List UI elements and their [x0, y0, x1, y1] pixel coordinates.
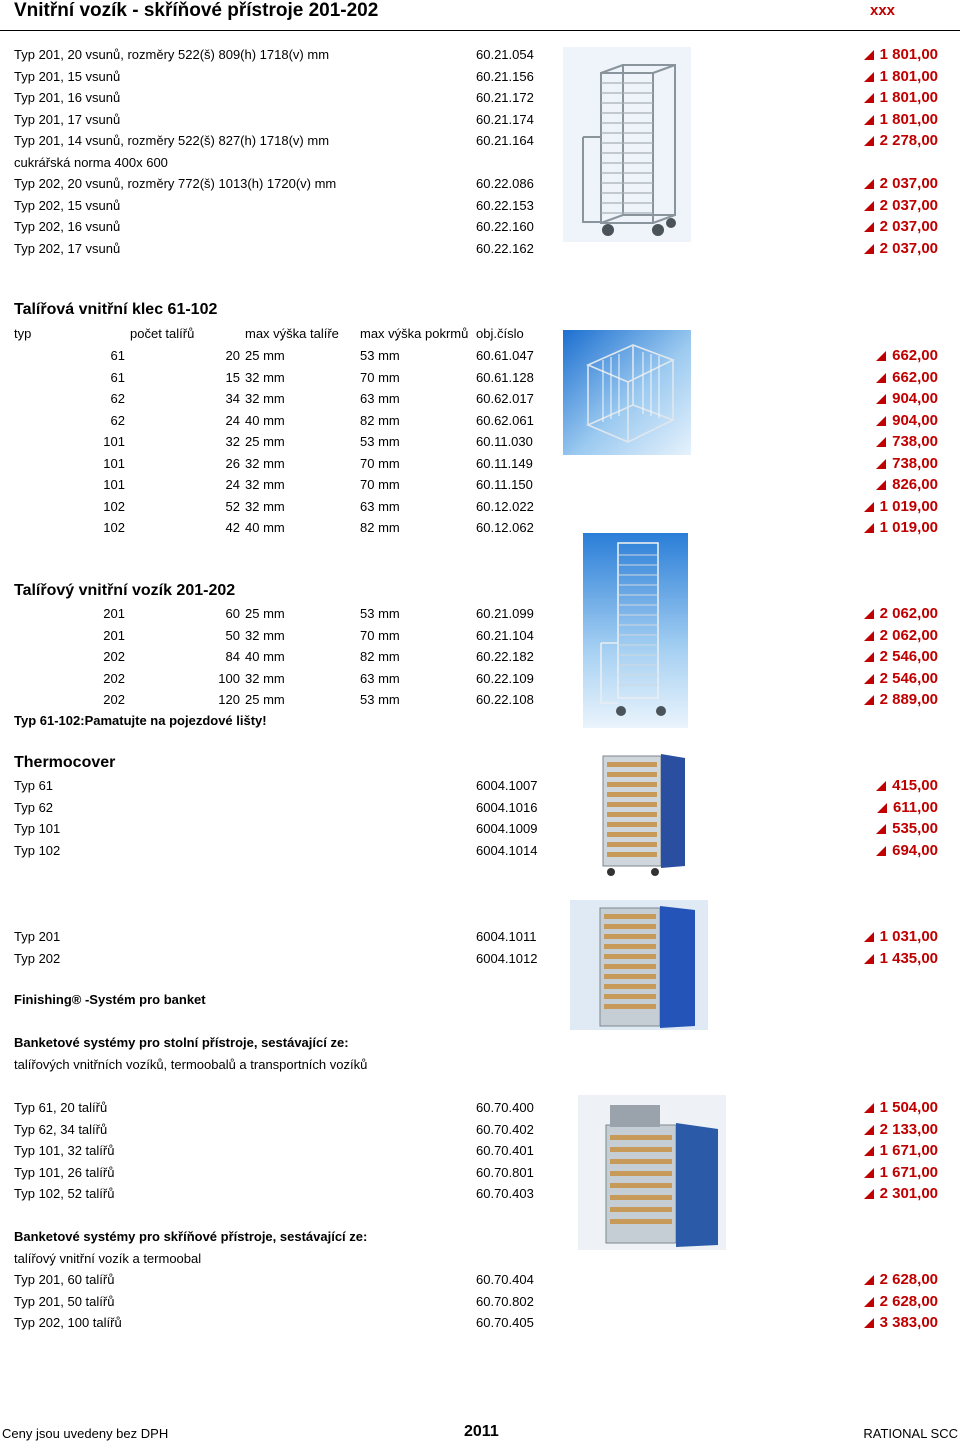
item-type: 102	[103, 498, 125, 514]
price	[864, 173, 938, 194]
price-value: 1 019,00	[879, 519, 938, 536]
item-plate-height: 25 mm	[245, 434, 285, 449]
item-description: Typ 201, 60 talířů	[14, 1272, 115, 1287]
price	[876, 453, 938, 474]
item-code: 60.70.402	[476, 1121, 534, 1137]
item-type: 102	[103, 520, 125, 535]
section-thermocover-title: Thermocover	[14, 754, 116, 771]
item-description: Typ 201, 14 vsunů, rozměry 522(š) 827(h) 1718(v) mm	[14, 133, 330, 148]
thermocover-row	[0, 775, 960, 796]
item-food-height: 82 mm	[360, 412, 400, 428]
banket-sub2	[0, 1226, 960, 1247]
item-code: 60.62.061	[476, 412, 534, 428]
price	[864, 1183, 938, 1204]
item-code: 60.22.109	[476, 670, 534, 686]
item-plate-height: 32 mm	[245, 498, 285, 514]
price	[864, 668, 938, 689]
item-plate-count: 52	[225, 498, 240, 514]
price-marker-icon	[864, 244, 874, 254]
trolley-row	[0, 152, 960, 173]
item-description: Typ 61, 20 talířů	[14, 1100, 108, 1115]
item-code: 6004.1007	[476, 778, 538, 793]
item-plate-height: 32 mm	[245, 670, 285, 686]
price-value: 904,00	[892, 390, 938, 407]
trolley-row	[0, 173, 960, 194]
item-code: 60.62.017	[476, 391, 534, 406]
plate-cage-row	[0, 496, 960, 517]
trolley-row	[0, 66, 960, 87]
item-type: 101	[103, 477, 125, 492]
item-food-height: 63 mm	[360, 498, 400, 514]
price-value: 2 628,00	[879, 1271, 938, 1288]
price	[864, 1097, 938, 1118]
item-description: Typ 201, 16 vsunů	[14, 90, 121, 105]
item-description: Typ 102, 52 talířů	[14, 1186, 115, 1201]
item-food-height: 53 mm	[360, 348, 400, 363]
footer-note: Ceny jsou uvedeny bez DPH	[2, 1426, 169, 1441]
price-value: 826,00	[892, 476, 938, 493]
item-code: 6004.1012	[476, 950, 538, 966]
price-value: 662,00	[892, 347, 938, 364]
price-value: 694,00	[892, 841, 938, 859]
price-value: 1 671,00	[879, 1142, 938, 1159]
item-code: 60.11.030	[476, 434, 533, 449]
price-marker-icon	[864, 674, 874, 684]
item-description: Typ 201, 50 talířů	[14, 1293, 115, 1309]
price-value: 1 504,00	[879, 1099, 938, 1116]
item-code: 60.70.405	[476, 1315, 534, 1330]
item-code: 6004.1014	[476, 842, 538, 858]
item-plate-count: 26	[225, 455, 240, 471]
price-value: 1 801,00	[879, 89, 938, 106]
item-food-height: 70 mm	[360, 477, 400, 492]
price-marker-icon	[876, 373, 886, 383]
banket-sub1b-text: talířových vnitřních vozíků, termoobalů a transportních vozíků	[14, 1057, 368, 1072]
column-header-lid: max výška pokrmů	[360, 326, 469, 341]
price-value: 2 037,00	[879, 175, 938, 192]
item-code: 60.22.160	[476, 219, 534, 234]
item-description: Typ 101, 32 talířů	[14, 1143, 115, 1158]
price-value: 415,00	[892, 777, 938, 794]
price	[864, 1312, 938, 1333]
item-food-height: 63 mm	[360, 670, 400, 686]
item-code: 60.70.403	[476, 1186, 534, 1201]
item-plate-count: 60	[225, 606, 240, 621]
item-description: Typ 102	[14, 842, 61, 858]
banket-sub1-text: Banketové systémy pro stolní přístroje, sestávající ze:	[14, 1035, 349, 1050]
plate-trolley-row	[0, 668, 960, 689]
plate-cage-row	[0, 345, 960, 366]
item-code: 60.12.062	[476, 520, 534, 535]
item-type: 101	[103, 455, 125, 471]
price	[864, 1162, 938, 1183]
item-type: 62	[110, 391, 125, 406]
price-marker-icon	[864, 954, 874, 964]
item-type: 61	[110, 369, 125, 385]
item-plate-count: 34	[225, 391, 240, 406]
item-code: 60.21.164	[476, 133, 534, 148]
thermocover-row	[0, 797, 960, 818]
price-value: 1 671,00	[879, 1163, 938, 1181]
price-value: 2 037,00	[879, 218, 938, 235]
price-marker-icon	[864, 1146, 874, 1156]
item-code: 60.21.054	[476, 47, 534, 62]
item-description: Typ 202, 17 vsunů	[14, 240, 121, 256]
item-plate-height: 25 mm	[245, 692, 285, 707]
thermocover-row	[0, 818, 960, 839]
price-marker-icon	[864, 1318, 874, 1328]
item-type: 202	[103, 649, 125, 664]
price	[864, 496, 938, 517]
price-value: 2 889,00	[879, 691, 938, 708]
price	[876, 388, 938, 409]
trolley-row	[0, 109, 960, 130]
trolley-row	[0, 238, 960, 259]
price	[876, 367, 938, 388]
item-description: Typ 62	[14, 799, 54, 815]
item-description: Typ 202, 16 vsunů	[14, 219, 121, 234]
item-plate-count: 32	[225, 434, 240, 449]
item-code: 60.70.404	[476, 1272, 534, 1287]
header-tag: xxx	[870, 2, 896, 19]
price-value: 662,00	[892, 368, 938, 386]
banket-row	[0, 1140, 960, 1161]
price-marker-icon	[864, 93, 874, 103]
price	[864, 66, 938, 87]
banket-row	[0, 1183, 960, 1204]
banket-row	[0, 1097, 960, 1118]
item-plate-height: 40 mm	[245, 649, 285, 664]
price-marker-icon	[876, 394, 886, 404]
price	[864, 926, 938, 947]
price-value: 2 278,00	[879, 132, 938, 149]
trolley-row	[0, 44, 960, 65]
item-code: 60.21.156	[476, 68, 534, 84]
price-marker-icon	[864, 652, 874, 662]
plate-cage-row	[0, 517, 960, 538]
price	[876, 840, 938, 861]
item-code: 60.21.104	[476, 627, 534, 643]
price-marker-icon	[876, 824, 886, 834]
price	[876, 431, 938, 452]
item-code: 60.22.086	[476, 176, 534, 191]
thermocover-row	[0, 948, 960, 969]
item-food-height: 70 mm	[360, 369, 400, 385]
item-code: 60.12.022	[476, 498, 534, 514]
price	[864, 1269, 938, 1290]
plate-cage-row	[0, 388, 960, 409]
item-description: Typ 201, 15 vsunů	[14, 68, 121, 84]
price-marker-icon	[864, 502, 874, 512]
banket-row	[0, 1291, 960, 1312]
plate-cage-row	[0, 453, 960, 474]
price	[864, 130, 938, 151]
banket-row	[0, 1269, 960, 1290]
thermocover-row	[0, 840, 960, 861]
price-marker-icon	[864, 222, 874, 232]
price-value: 1 031,00	[879, 928, 938, 945]
price	[864, 689, 938, 710]
price	[876, 410, 938, 431]
item-code: 60.22.108	[476, 692, 534, 707]
item-food-height: 70 mm	[360, 627, 400, 643]
plate-cage-row	[0, 474, 960, 495]
price-value: 2 628,00	[879, 1292, 938, 1310]
banket-sub2b-text: talířový vnitřní vozík a termoobal	[14, 1251, 202, 1266]
price	[876, 775, 938, 796]
price-value: 2 133,00	[879, 1120, 938, 1138]
price-marker-icon	[864, 1297, 874, 1307]
item-description: Typ 202, 20 vsunů, rozměry 772(š) 1013(h) 1720(v) mm	[14, 176, 337, 191]
item-food-height: 70 mm	[360, 455, 400, 471]
item-code: 60.70.801	[476, 1164, 534, 1180]
item-food-height: 82 mm	[360, 520, 400, 535]
price	[877, 797, 938, 818]
item-code: 60.70.400	[476, 1100, 534, 1115]
price-marker-icon	[864, 695, 874, 705]
item-plate-count: 24	[225, 412, 240, 428]
item-plate-count: 15	[225, 369, 240, 385]
price-marker-icon	[864, 1275, 874, 1285]
price	[876, 818, 938, 839]
header-divider	[0, 30, 960, 31]
item-plate-height: 32 mm	[245, 455, 285, 471]
item-type: 62	[110, 412, 125, 428]
item-code: 60.70.401	[476, 1143, 534, 1158]
item-description: Typ 201, 20 vsunů, rozměry 522(š) 809(h) 1718(v) mm	[14, 47, 330, 62]
note-text: Typ 61-102:Pamatujte na pojezdové lišty!	[14, 713, 267, 728]
item-code: 60.21.099	[476, 606, 534, 621]
banket-sub2b	[0, 1248, 960, 1269]
price-marker-icon	[864, 115, 874, 125]
trolley-row	[0, 216, 960, 237]
item-code: 60.11.149	[476, 455, 533, 471]
section-banket-title	[0, 989, 960, 1010]
banket-row	[0, 1162, 960, 1183]
price-value: 2 546,00	[879, 669, 938, 687]
price-marker-icon	[864, 50, 874, 60]
section-plate-cage-title: Talířová vnitřní klec 61-102	[14, 301, 218, 318]
item-type: 202	[103, 692, 125, 707]
column-header-plate: max výška talíře	[245, 326, 339, 341]
item-code: 60.11.150	[476, 477, 533, 492]
item-code: 60.70.802	[476, 1293, 534, 1309]
thermocover-row	[0, 926, 960, 947]
price-marker-icon	[864, 1189, 874, 1199]
price-marker-icon	[864, 1168, 874, 1178]
item-code: 6004.1011	[476, 929, 537, 944]
item-food-height: 63 mm	[360, 391, 400, 406]
price	[864, 1119, 938, 1140]
plate-trolley-row	[0, 603, 960, 624]
price-value: 1 801,00	[879, 67, 938, 85]
price	[864, 517, 938, 538]
price-marker-icon	[876, 846, 886, 856]
item-code: 60.61.128	[476, 369, 534, 385]
price-value: 738,00	[892, 433, 938, 450]
price-marker-icon	[864, 631, 874, 641]
item-plate-count: 120	[218, 692, 240, 707]
price	[864, 44, 938, 65]
item-plate-count: 20	[225, 348, 240, 363]
item-plate-count: 50	[225, 627, 240, 643]
item-description: Typ 201, 17 vsunů	[14, 111, 121, 127]
price	[864, 195, 938, 216]
price-marker-icon	[877, 803, 887, 813]
item-type: 201	[103, 606, 125, 621]
item-plate-height: 25 mm	[245, 348, 285, 363]
item-type: 101	[103, 434, 125, 449]
plate-cage-row	[0, 431, 960, 452]
price-marker-icon	[864, 609, 874, 619]
item-description: Typ 101	[14, 821, 61, 836]
price	[864, 216, 938, 237]
price-value: 1 801,00	[879, 110, 938, 128]
price-marker-icon	[864, 932, 874, 942]
price-marker-icon	[864, 136, 874, 146]
plate-trolley-note	[0, 710, 960, 731]
plate-trolley-row	[0, 689, 960, 710]
section-plate-trolley-title: Talířový vnitřní vozík 201-202	[14, 582, 236, 599]
price-marker-icon	[864, 179, 874, 189]
item-plate-height: 32 mm	[245, 391, 285, 406]
item-type: 201	[103, 627, 125, 643]
price-value: 2 546,00	[879, 648, 938, 665]
price	[864, 109, 938, 130]
price	[864, 1291, 938, 1312]
price-value: 1 435,00	[879, 949, 938, 967]
trolley-row	[0, 195, 960, 216]
price	[864, 603, 938, 624]
price-value: 2 301,00	[879, 1185, 938, 1202]
item-plate-height: 25 mm	[245, 606, 285, 621]
item-code: 60.61.047	[476, 348, 534, 363]
footer-company: RATIONAL SCC	[863, 1426, 958, 1441]
item-type: 61	[110, 348, 125, 363]
item-plate-height: 32 mm	[245, 477, 285, 492]
price-marker-icon	[864, 523, 874, 533]
price	[876, 474, 938, 495]
price-marker-icon	[864, 201, 874, 211]
price	[876, 345, 938, 366]
price	[864, 646, 938, 667]
price	[864, 625, 938, 646]
item-description: Typ 101, 26 talířů	[14, 1164, 115, 1180]
plate-cage-row	[0, 410, 960, 431]
price-value: 2 037,00	[879, 239, 938, 257]
price-value: 2 062,00	[879, 605, 938, 622]
plate-cage-header-row	[0, 323, 960, 344]
item-plate-height: 32 mm	[245, 627, 285, 643]
price-value: 535,00	[892, 820, 938, 837]
price	[864, 1140, 938, 1161]
price	[864, 238, 938, 259]
item-description: Typ 202	[14, 950, 61, 966]
price-value: 2 062,00	[879, 626, 938, 644]
banket-title-text: Finishing® -Systém pro banket	[14, 992, 206, 1007]
item-plate-count: 42	[225, 520, 240, 535]
item-description: Typ 62, 34 talířů	[14, 1121, 108, 1137]
price	[864, 948, 938, 969]
banket-row	[0, 1312, 960, 1333]
item-food-height: 53 mm	[360, 434, 400, 449]
plate-trolley-row	[0, 625, 960, 646]
item-code: 60.22.182	[476, 649, 534, 664]
price-value: 1 801,00	[879, 46, 938, 63]
price-marker-icon	[876, 351, 886, 361]
item-plate-height: 40 mm	[245, 412, 285, 428]
item-description: Typ 202, 15 vsunů	[14, 197, 121, 213]
price-value: 904,00	[892, 411, 938, 429]
price-value: 738,00	[892, 454, 938, 472]
footer-year: 2011	[464, 1423, 499, 1440]
item-food-height: 53 mm	[360, 606, 400, 621]
trolley-row	[0, 87, 960, 108]
price-marker-icon	[864, 1103, 874, 1113]
item-plate-height: 32 mm	[245, 369, 285, 385]
price-value: 3 383,00	[879, 1314, 938, 1331]
item-code: 60.22.153	[476, 197, 534, 213]
item-code: 6004.1016	[476, 799, 538, 815]
price-marker-icon	[876, 781, 886, 791]
column-header-code: obj.číslo	[476, 326, 524, 341]
item-plate-height: 40 mm	[245, 520, 285, 535]
banket-sub1b	[0, 1054, 960, 1075]
item-plate-count: 84	[225, 649, 240, 664]
price-marker-icon	[864, 1125, 874, 1135]
item-type: 202	[103, 670, 125, 686]
item-code: 60.21.174	[476, 111, 534, 127]
price	[864, 87, 938, 108]
item-code: 60.22.162	[476, 240, 534, 256]
plate-trolley-row	[0, 646, 960, 667]
item-code: 6004.1009	[476, 821, 538, 836]
price-marker-icon	[876, 480, 886, 490]
price-marker-icon	[876, 416, 886, 426]
item-code: 60.21.172	[476, 90, 534, 105]
column-header-typ: typ	[14, 326, 32, 341]
item-description: cukrářská norma 400x 600	[14, 154, 168, 170]
price-marker-icon	[876, 437, 886, 447]
plate-cage-row	[0, 367, 960, 388]
banket-sub1	[0, 1032, 960, 1053]
price-value: 1 019,00	[879, 497, 938, 515]
column-header-count: počet talířů	[130, 326, 195, 341]
banket-sub2-text: Banketové systémy pro skříňové přístroje, sestávající ze:	[14, 1229, 368, 1244]
item-description: Typ 61	[14, 778, 54, 793]
price-marker-icon	[864, 72, 874, 82]
price-value: 2 037,00	[879, 196, 938, 214]
item-plate-count: 24	[225, 477, 240, 492]
price-marker-icon	[876, 459, 886, 469]
item-food-height: 53 mm	[360, 692, 400, 707]
item-description: Typ 201	[14, 929, 61, 944]
page-title: Vnitřní vozík - skříňové přístroje 201-202	[14, 0, 379, 21]
trolley-row	[0, 130, 960, 151]
item-food-height: 82 mm	[360, 649, 400, 664]
price-value: 611,00	[892, 798, 938, 816]
banket-row	[0, 1119, 960, 1140]
item-description: Typ 202, 100 talířů	[14, 1315, 122, 1330]
item-plate-count: 100	[218, 670, 240, 686]
